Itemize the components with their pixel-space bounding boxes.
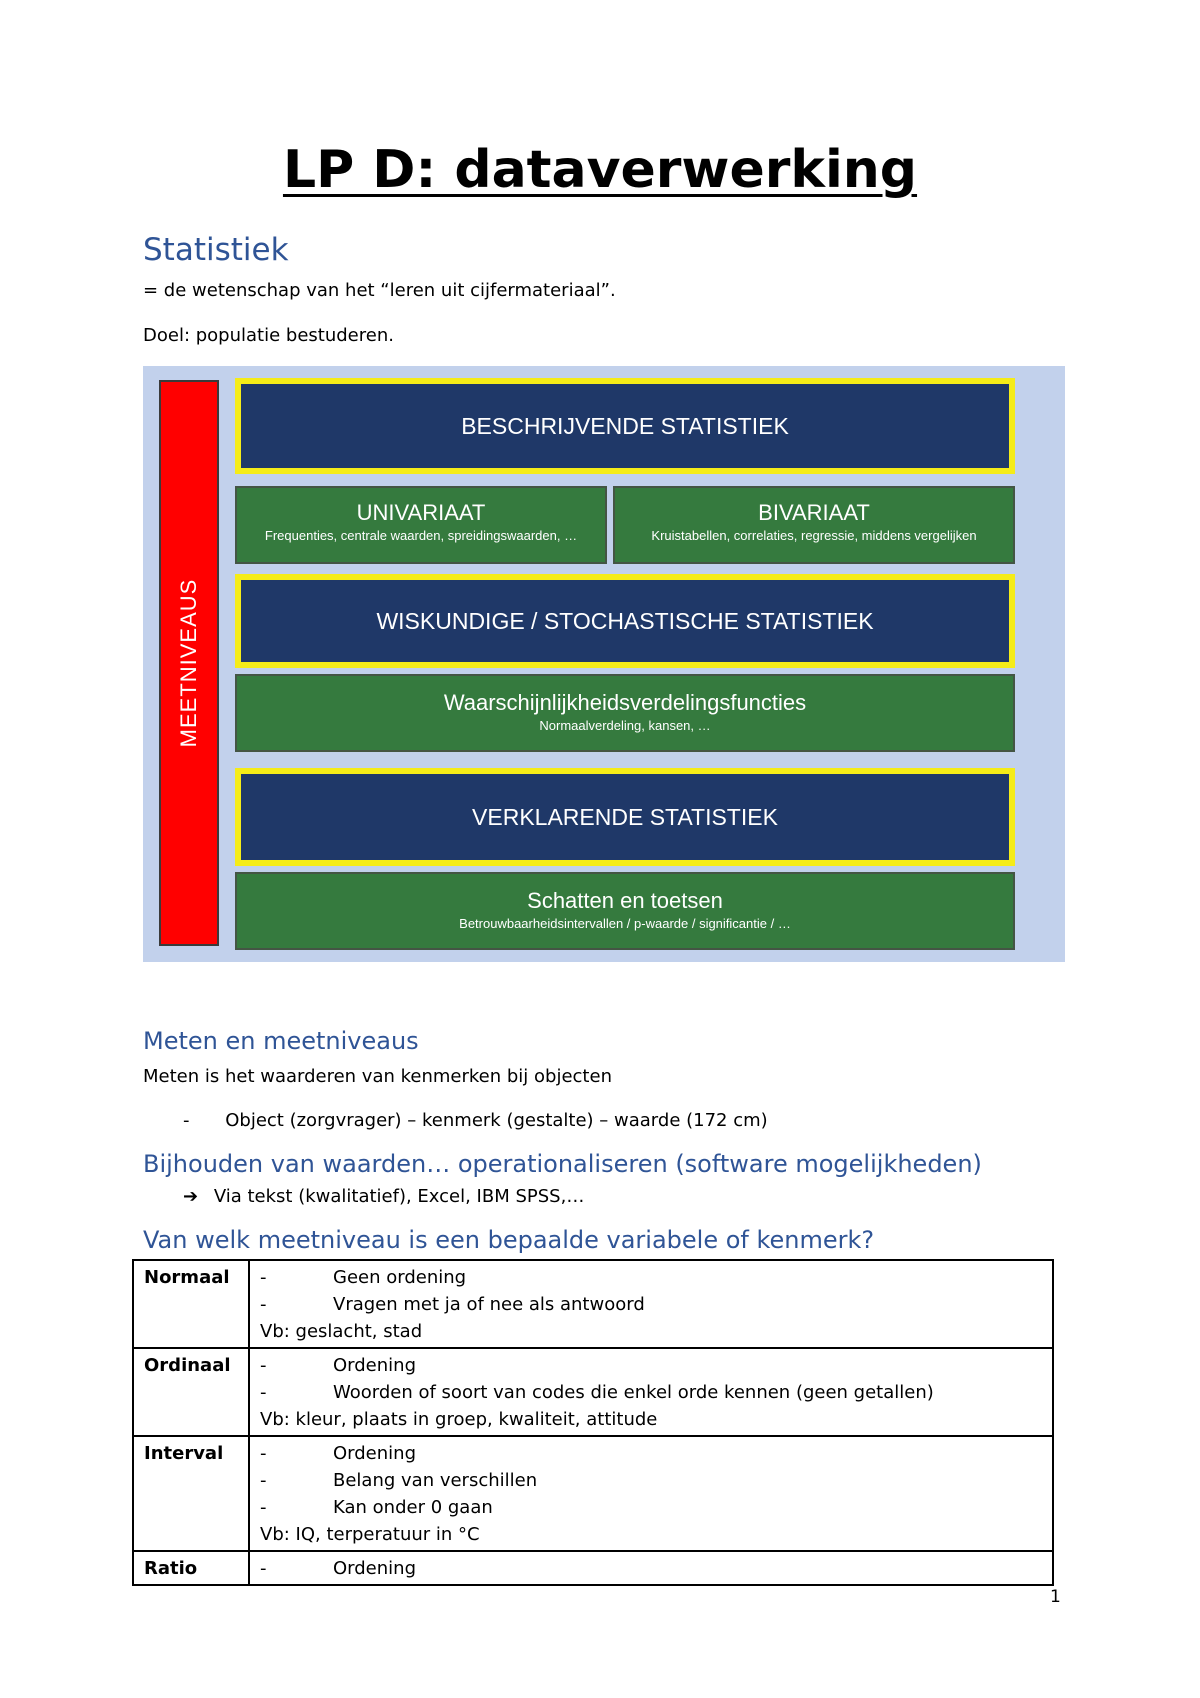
box-verklarende-label: VERKLARENDE STATISTIEK [472,803,778,830]
heading-statistiek: Statistiek [143,232,289,268]
statistics-diagram [143,366,1065,962]
box-univariaat [235,486,607,564]
goal-text: Doel: populatie bestuderen. [143,325,394,346]
kans-title: Waarschijnlijkheidsverdelingsfuncties [443,690,807,715]
box-beschrijvende [235,378,1015,474]
example-text: Vb: kleur, plaats in groep, kwaliteit, attitude [260,1409,658,1430]
box-kansverdelingen [235,674,1015,752]
list-item: - Ordening [260,1440,1042,1467]
meten-bullet [183,1110,768,1131]
meetniveaus-label: MEETNIVEAUS [176,578,201,748]
table-row [133,1260,1053,1348]
box-bivariaat [613,486,1015,564]
box-verklarende [235,768,1015,866]
meten-bullet-text: Object (zorgvrager) – kenmerk (gestalte) – waarde (172 cm) [225,1110,768,1131]
toets-title: Schatten en toetsen [527,888,723,913]
dash-marker: - [183,1110,190,1131]
univariaat-title: UNIVARIAAT [356,500,486,525]
heading-bijhouden: Bijhouden van waarden… operationaliseren (software mogelijkheden) [143,1150,982,1178]
box-toetsen [235,872,1015,950]
list-item: - Belang van verschillen [260,1467,1042,1494]
list-item: - Geen ordening [260,1264,1042,1291]
page-title: LP D: dataverwerking [282,140,918,200]
box-beschrijvende-label: BESCHRIJVENDE STATISTIEK [461,412,789,439]
row-content [249,1260,1053,1348]
box-wiskundige [235,574,1015,668]
bivariaat-sub: Kruistabellen, correlaties, regressie, middens vergelijken [651,528,977,543]
arrow-item-text: Via tekst (kwalitatief), Excel, IBM SPSS,… [213,1186,585,1207]
table-row [133,1348,1053,1436]
table-row [133,1436,1053,1551]
arrow-icon: ➔ [183,1186,199,1207]
toets-sub: Betrouwbaarheidsintervallen / p-waarde / significantie / … [459,916,791,931]
page-number: 1 [1050,1587,1061,1607]
row-label: Normaal [133,1260,249,1348]
row-content [249,1436,1053,1551]
meten-text: Meten is het waarderen van kenmerken bij objecten [143,1066,612,1087]
definition-text: = de wetenschap van het “leren uit cijfermateriaal”. [143,280,616,301]
example-text: Vb: geslacht, stad [260,1321,423,1342]
row-content [249,1348,1053,1436]
heading-meten: Meten en meetniveaus [143,1027,419,1055]
row-content [249,1551,1053,1585]
list-item: - Kan onder 0 gaan [260,1494,1042,1521]
list-item: - Woorden of soort van codes die enkel orde kennen (geen getallen) [260,1379,1042,1406]
list-item: - Vragen met ja of nee als antwoord [260,1291,1042,1318]
row-label: Ordinaal [133,1348,249,1436]
row-label: Ratio [133,1551,249,1585]
bivariaat-title: BIVARIAAT [758,500,870,525]
list-item: - Ordening [260,1352,1042,1379]
univariaat-sub: Frequenties, centrale waarden, spreidingswaarden, … [264,528,578,543]
example-text: Vb: IQ, terperatuur in °C [260,1524,480,1545]
heading-meetniveau-vraag: Van welk meetniveau is een bepaalde variabele of kenmerk? [143,1226,875,1254]
box-wiskundige-label: WISKUNDIGE / STOCHASTISCHE STATISTIEK [376,607,874,634]
list-item: - Ordening [260,1555,1042,1582]
row-label: Interval [133,1436,249,1551]
meetniveau-table [132,1259,1054,1586]
arrow-item [183,1186,584,1207]
meetniveaus-bar [159,380,219,946]
kans-sub: Normaalverdeling, kansen, … [539,718,711,733]
table-row [133,1551,1053,1585]
